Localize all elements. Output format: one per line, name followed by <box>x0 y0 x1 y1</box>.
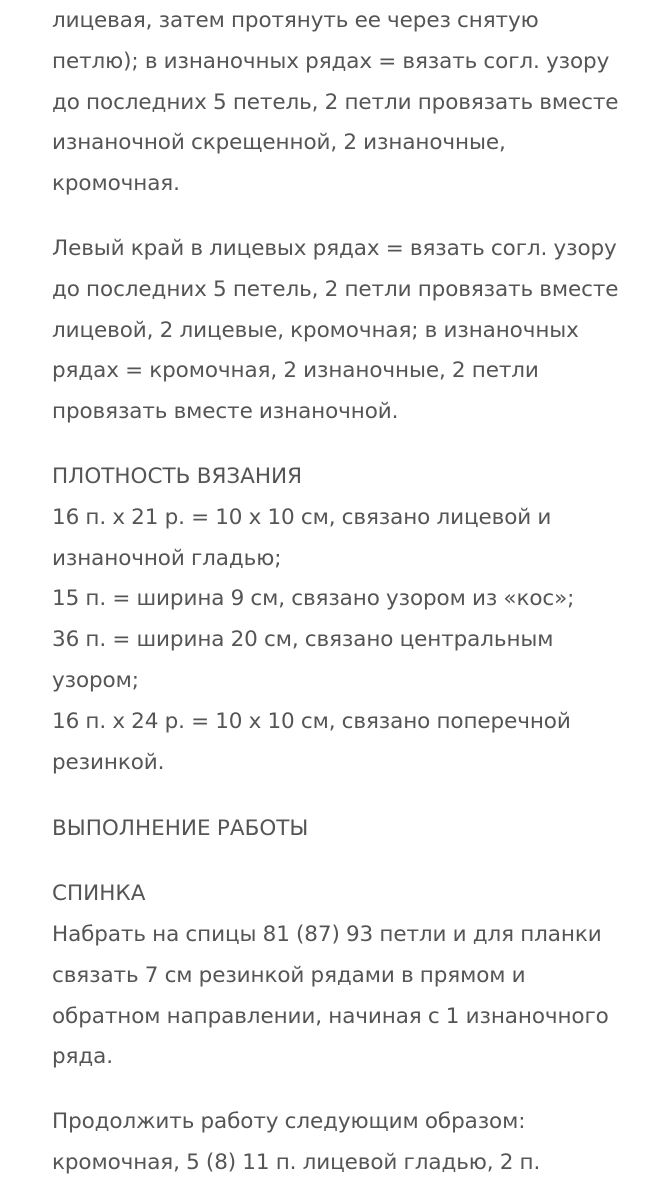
article-body <box>52 1 632 1184</box>
section-gauge <box>52 457 632 783</box>
text-line: 16 п. х 21 р. = 10 х 10 см, связано лицевой и <box>52 504 552 530</box>
text-line: провязать вместе изнаночной. <box>52 399 399 425</box>
paragraph-gap <box>52 783 632 809</box>
text-line: петлю); в изнаночных рядах = вязать согл. узору <box>52 48 610 74</box>
paragraph-gap <box>52 433 632 457</box>
text-line: Левый край в лицевых рядах = вязать согл. узору <box>52 235 617 261</box>
text-line: до последних 5 петель, 2 петли провязать вместе <box>52 89 619 115</box>
section-work <box>52 809 632 850</box>
text-line: изнаночной скрещенной, 2 изнаночные, <box>52 130 506 156</box>
text-line: лицевая, затем протянуть ее через снятую <box>52 8 539 33</box>
text-line: узором; <box>52 667 139 693</box>
paragraph-left-edge <box>52 229 632 433</box>
text-line: лицевой, 2 лицевые, кромочная; в изнаночных <box>52 317 579 343</box>
paragraph-gap <box>52 205 632 229</box>
text-line: Набрать на спицы 81 (87) 93 петли и для планки <box>52 921 602 947</box>
text-line: 15 п. = ширина 9 см, связано узором из «кос»; <box>52 586 575 612</box>
text-line: кромочная, 5 (8) 11 п. лицевой гладью, 2 п. <box>52 1149 541 1175</box>
section-heading-work: ВЫПОЛНЕНИЕ РАБОТЫ <box>52 816 309 842</box>
text-line: рядах = кромочная, 2 изнаночные, 2 петли <box>52 358 539 384</box>
text-line: ряда. <box>52 1044 113 1070</box>
text-line: 36 п. = ширина 20 см, связано центральным <box>52 627 554 653</box>
section-heading-back: СПИНКА <box>52 881 146 907</box>
text-line: Продолжить работу следующим образом: <box>52 1109 526 1135</box>
text-line: изнаночной гладью; <box>52 545 282 571</box>
text-line: 16 п. х 24 р. = 10 х 10 см, связано поперечной <box>52 708 571 734</box>
section-back <box>52 874 632 1078</box>
text-line: резинкой. <box>52 749 165 775</box>
text-line: обратном направлении, начиная с 1 изнаночного <box>52 1003 609 1029</box>
text-line: кромочная. <box>52 171 180 197</box>
paragraph-continue <box>52 1102 632 1184</box>
text-line: связать 7 см резинкой рядами в прямом и <box>52 962 526 988</box>
paragraph-gap <box>52 850 632 874</box>
text-line: до последних 5 петель, 2 петли провязать вместе <box>52 276 619 302</box>
paragraph-gap <box>52 1078 632 1102</box>
section-heading-gauge: ПЛОТНОСТЬ ВЯЗАНИЯ <box>52 463 303 489</box>
paragraph-right-edge <box>52 1 632 205</box>
